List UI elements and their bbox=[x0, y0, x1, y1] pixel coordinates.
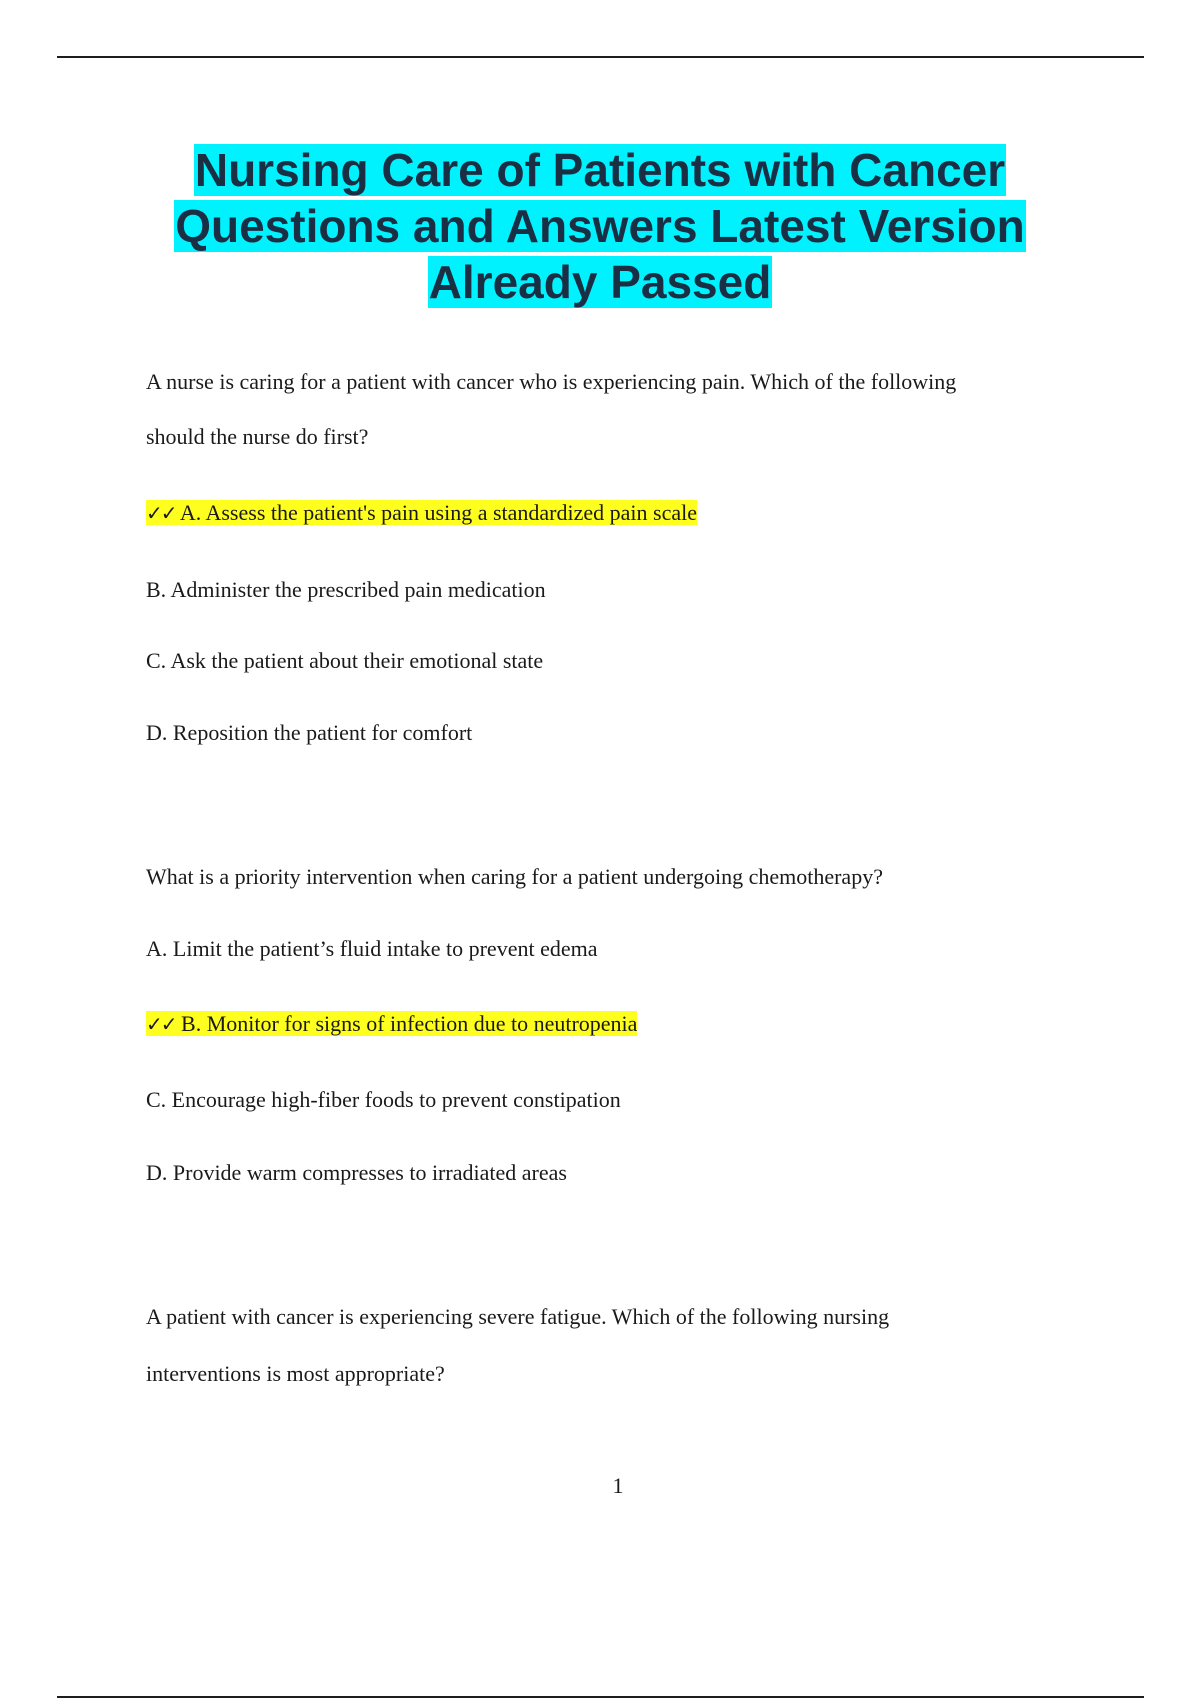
correct-answer-highlight bbox=[146, 500, 697, 525]
question-3-stem-line-2: interventions is most appropriate? bbox=[146, 1361, 445, 1386]
title-line-3: Already Passed bbox=[428, 256, 772, 308]
question-2-option-b bbox=[146, 1011, 637, 1037]
double-check-icon: ✓✓ bbox=[146, 1012, 176, 1036]
top-rule bbox=[57, 56, 1144, 58]
question-1-option-d: D. Reposition the patient for comfort bbox=[146, 720, 473, 745]
option-text: B. Monitor for signs of infection due to neutropenia bbox=[181, 1011, 638, 1036]
title-line-2: Questions and Answers Latest Version bbox=[175, 200, 1025, 252]
question-2-option-d: D. Provide warm compresses to irradiated areas bbox=[146, 1160, 567, 1185]
option-text: A. Assess the patient's pain using a standardized pain scale bbox=[179, 500, 697, 525]
question-2-option-c: C. Encourage high-fiber foods to prevent constipation bbox=[146, 1087, 621, 1112]
question-1-stem-line-2: should the nurse do first? bbox=[146, 424, 369, 449]
title-line-1: Nursing Care of Patients with Cancer bbox=[194, 144, 1006, 196]
question-1-option-b: B. Administer the prescribed pain medication bbox=[146, 577, 546, 602]
question-1-option-c: C. Ask the patient about their emotional state bbox=[146, 648, 544, 673]
double-check-icon: ✓✓ bbox=[146, 501, 176, 525]
correct-answer-highlight bbox=[146, 1011, 637, 1036]
question-1-option-a bbox=[146, 500, 697, 526]
question-1-stem-line-1: A nurse is caring for a patient with cancer who is experiencing pain. Which of the following bbox=[146, 369, 957, 394]
bottom-rule bbox=[57, 1696, 1144, 1698]
question-2-stem-line-1: What is a priority intervention when caring for a patient undergoing chemotherapy? bbox=[146, 864, 883, 889]
question-2-option-a: A. Limit the patient’s fluid intake to prevent edema bbox=[146, 936, 598, 961]
document-title bbox=[60, 142, 1140, 310]
question-3-stem-line-1: A patient with cancer is experiencing severe fatigue. Which of the following nursing bbox=[146, 1304, 890, 1329]
page-number: 1 bbox=[612, 1473, 624, 1498]
